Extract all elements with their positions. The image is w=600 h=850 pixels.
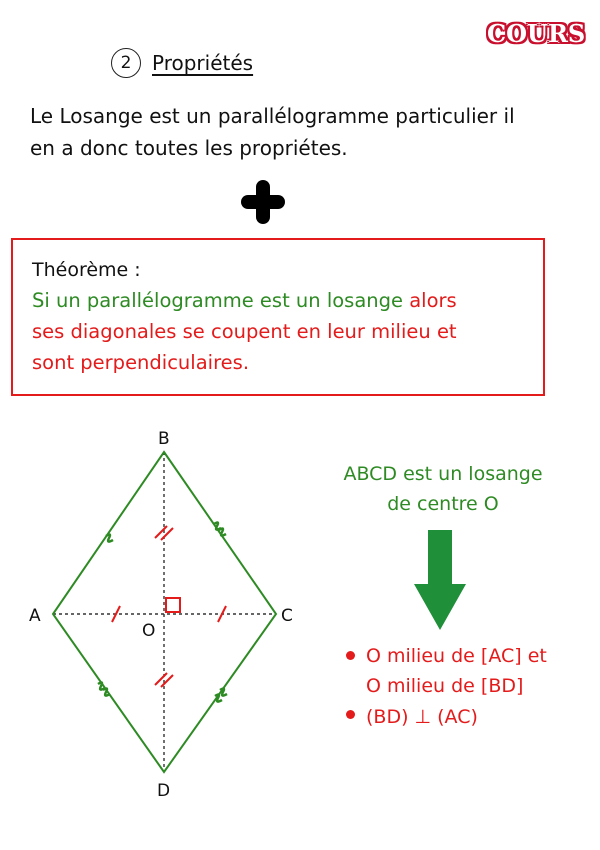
side-mark-cd [215,688,227,701]
result-1-line-1: O milieu de [AC] et [366,645,547,667]
section-number: 2 [111,48,141,78]
intro-line-2: en a donc toutes les propriétes. [30,136,348,160]
hypothesis-line-2: de centre O [387,493,499,515]
side-mark-ad [98,682,110,695]
vertex-label-a: A [29,606,41,626]
section-title: Propriétés [152,51,254,75]
tick-oc [218,606,226,622]
result-2: (BD) ⊥ (AC) [366,706,478,728]
vertex-label-b: B [158,429,170,449]
theorem-hypothesis: Si un parallélogramme est un losange [32,289,404,312]
cours-badge: COURS [487,19,586,48]
theorem-text [32,285,537,378]
theorem-alors: alors [409,289,457,312]
bullet-result-1 [346,651,355,660]
rhombus-figure [20,420,320,810]
theorem-line-3: sont perpendiculaires. [32,351,250,374]
theorem-line-1 [32,285,537,316]
center-label-o: O [142,621,156,641]
right-angle-mark [166,598,180,612]
plus-icon [239,178,287,226]
side-mark-ab [106,534,113,541]
theorem-label: Théorème : [32,259,141,281]
down-arrow-icon [414,530,466,630]
vertex-label-c: C [281,606,293,626]
result-1-line-2: O milieu de [BD] [366,675,524,697]
theorem-line-2: ses diagonales se coupent en leur milieu et [32,320,457,343]
bullet-result-2 [346,710,355,719]
vertex-label-d: D [157,781,171,801]
hypothesis-line-1: ABCD est un losange [343,463,543,485]
hypothesis [318,459,568,519]
intro-line-1: Le Losange est un parallélogramme particulier il [30,104,515,128]
intro-paragraph [30,100,580,164]
